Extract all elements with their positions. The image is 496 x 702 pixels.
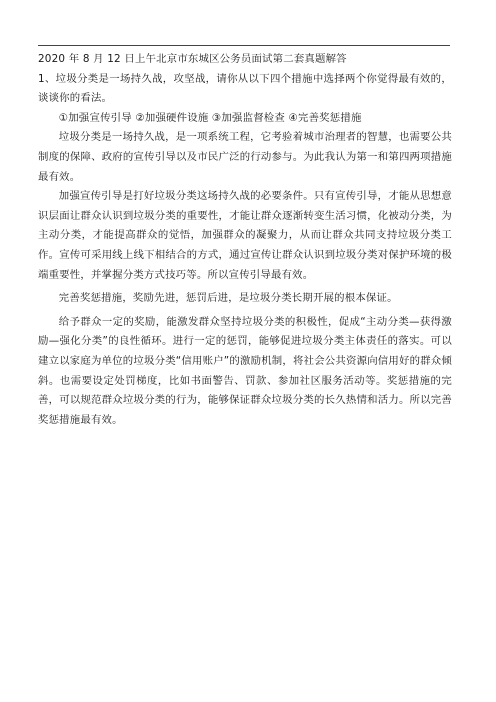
question-text: 1、垃圾分类是一场持久战，攻坚战，请你从以下四个措施中选择两个你觉得最有效的，谈谈你的看法。 [38, 72, 452, 105]
answer-paragraph: 完善奖惩措施，奖励先进，惩罚后进，是垃圾分类长期开展的根本保证。 [58, 292, 398, 305]
document-body [38, 50, 452, 430]
header-rule [38, 45, 450, 46]
measures-list: ①加强宣传引导 ②加强硬件设施 ③加强监督检查 ④完善奖惩措施 [58, 111, 362, 124]
answer-paragraph: 给予群众一定的奖励，能激发群众坚持垃圾分类的积极性，促成“主动分类—获得激励—强化分类”的良性循环。进行一定的惩罚，能够促进垃圾分类主体责任的落实。可以建立以家庭为单位的垃圾分类“信用账户”的激励机制，将社会公共资源向信用好的群众倾斜。也需要设定处罚梯度，比如书面警告、罚款、参加社区服务活动等。奖惩措施的完善，可以规范群众垃圾分类的行为，能够保证群众垃圾分类的长久热情和活力。所以完善奖惩措施最有效。 [38, 315, 452, 426]
answer-paragraph: 加强宣传引导是打好垃圾分类这场持久战的必要条件。只有宣传引导，才能从思想意识层面让群众认识到垃圾分类的重要性，才能让群众逐渐转变生活习惯，化被动分类，为主动分类，才能提高群众的觉悟，加强群众的凝聚力，从而让群众共同支持垃圾分类工作。宣传可采用线上线下相结合的方式，通过宣传让群众认识到垃圾分类对保护环境的极端重要性，并掌握分类方式技巧等。所以宣传引导最有效。 [38, 190, 452, 281]
answer-paragraph: 垃圾分类是一场持久战，是一项系统工程，它考验着城市治理者的智慧，也需要公共制度的保障、政府的宣传引导以及市民广泛的行动参与。为此我认为第一和第四两项措施最有效。 [38, 131, 452, 183]
document-title: 2020 年 8 月 12 日上午北京市东城区公务员面试第二套真题解答 [38, 53, 347, 65]
